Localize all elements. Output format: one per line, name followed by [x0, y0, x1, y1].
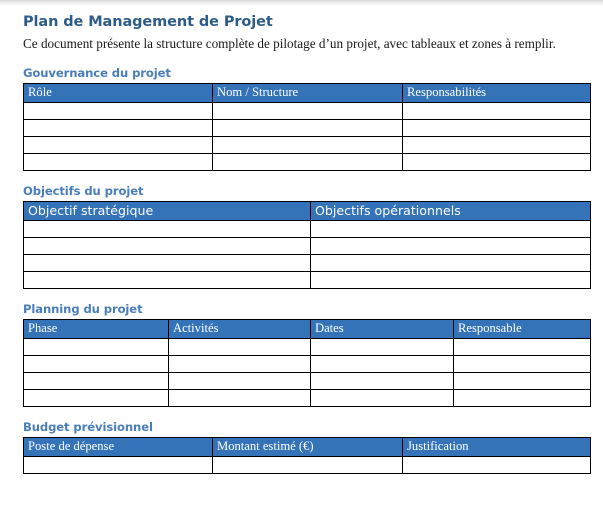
column-header: Activités [169, 319, 311, 338]
table-row [24, 220, 591, 237]
column-header: Dates [311, 319, 454, 338]
table-row [24, 237, 591, 254]
table-cell[interactable] [169, 355, 311, 372]
column-header: Objectif stratégique [24, 201, 311, 220]
table-budget [23, 437, 591, 474]
document-page [0, 6, 603, 530]
table-cell[interactable] [311, 389, 454, 406]
table-cell[interactable] [311, 271, 591, 288]
table-cell[interactable] [311, 372, 454, 389]
column-header: Poste de dépense [24, 437, 213, 456]
section-heading-gouvernance: Gouvernance du projet [23, 65, 171, 80]
column-header: Phase [24, 319, 169, 338]
section-heading-objectifs: Objectifs du projet [23, 183, 144, 198]
table-header-row [24, 83, 591, 102]
column-header: Nom / Structure [213, 83, 403, 102]
table-cell[interactable] [403, 456, 591, 473]
table-header-row [24, 319, 591, 338]
table-cell[interactable] [454, 372, 591, 389]
table-row [24, 338, 591, 355]
table-row [24, 254, 591, 271]
table-cell[interactable] [311, 237, 591, 254]
table-cell[interactable] [169, 389, 311, 406]
intro-paragraph: Ce document présente la structure complète de pilotage d’un projet, avec tableaux et zones à remplir. [23, 36, 556, 51]
table-row [24, 389, 591, 406]
table-cell[interactable] [169, 372, 311, 389]
table-cell[interactable] [454, 338, 591, 355]
table-cell[interactable] [311, 254, 591, 271]
table-cell[interactable] [454, 389, 591, 406]
table-cell[interactable] [24, 372, 169, 389]
table-cell[interactable] [213, 153, 403, 170]
table-cell[interactable] [24, 254, 311, 271]
table-row [24, 355, 591, 372]
table-cell[interactable] [213, 119, 403, 136]
column-header: Responsabilités [403, 83, 591, 102]
table-cell[interactable] [24, 102, 213, 119]
table-cell[interactable] [24, 456, 213, 473]
table-header-row [24, 437, 591, 456]
section-heading-budget: Budget prévisionnel [23, 419, 153, 434]
table-cell[interactable] [311, 220, 591, 237]
column-header: Justification [403, 437, 591, 456]
table-cell[interactable] [403, 102, 591, 119]
table-cell[interactable] [213, 136, 403, 153]
table-row [24, 102, 591, 119]
table-cell[interactable] [311, 338, 454, 355]
table-cell[interactable] [403, 119, 591, 136]
table-cell[interactable] [24, 389, 169, 406]
table-cell[interactable] [403, 153, 591, 170]
table-cell[interactable] [311, 355, 454, 372]
table-row [24, 119, 591, 136]
table-header-row [24, 201, 591, 220]
column-header: Responsable [454, 319, 591, 338]
page-title: Plan de Management de Projet [23, 14, 273, 30]
section-heading-planning: Planning du projet [23, 301, 143, 316]
table-gouvernance [23, 83, 591, 171]
table-row [24, 153, 591, 170]
table-cell[interactable] [24, 220, 311, 237]
table-cell[interactable] [24, 237, 311, 254]
table-cell[interactable] [454, 355, 591, 372]
table-cell[interactable] [169, 338, 311, 355]
table-row [24, 456, 591, 473]
table-cell[interactable] [24, 355, 169, 372]
table-cell[interactable] [24, 153, 213, 170]
table-row [24, 271, 591, 288]
table-cell[interactable] [24, 119, 213, 136]
table-cell[interactable] [24, 338, 169, 355]
table-cell[interactable] [24, 271, 311, 288]
column-header: Objectifs opérationnels [311, 201, 591, 220]
table-cell[interactable] [213, 102, 403, 119]
table-cell[interactable] [403, 136, 591, 153]
table-cell[interactable] [213, 456, 403, 473]
table-row [24, 372, 591, 389]
table-cell[interactable] [24, 136, 213, 153]
column-header: Rôle [24, 83, 213, 102]
table-objectifs [23, 201, 591, 289]
table-row [24, 136, 591, 153]
column-header: Montant estimé (€) [213, 437, 403, 456]
table-planning [23, 319, 591, 407]
